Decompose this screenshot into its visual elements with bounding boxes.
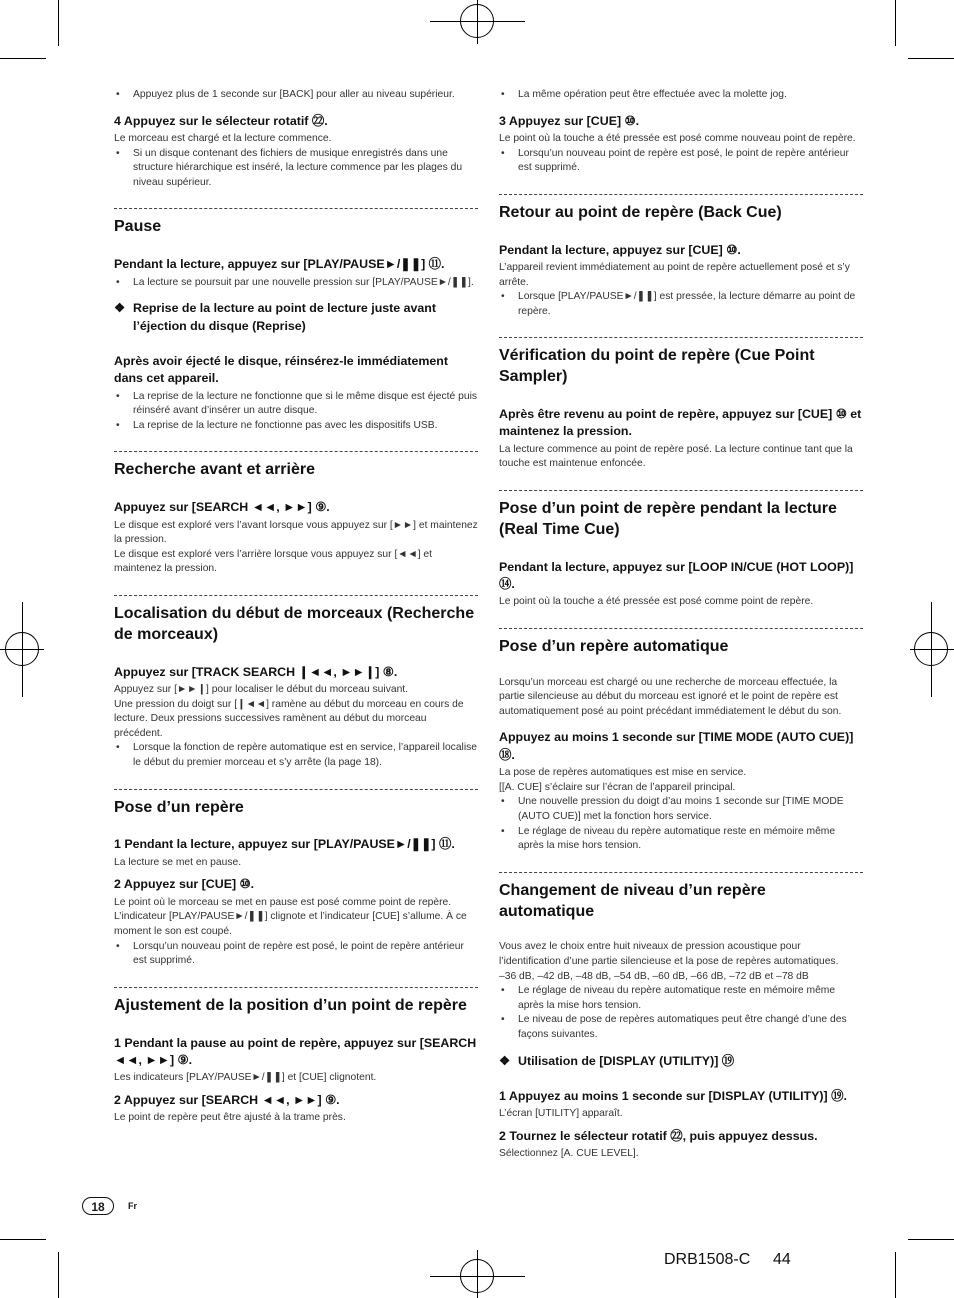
body-text: Le point où la touche a été pressée est posé comme nouveau point de repère. [499,132,856,144]
section-auto-cue-level [499,872,863,1162]
section-pause [114,208,478,433]
list-item: • Le niveau de pose de repères automatiques peut être changé d’une des façons suivantes. [499,1013,863,1042]
bullet-list [499,795,863,853]
body-text: Vous avez le choix entre huit niveaux de pression acoustique pour l’identification d’une partie silencieuse et la pose de repères automatiques. [499,941,839,968]
body-text: L’indicateur [PLAY/PAUSE►/❚❚] clignote et l’indicateur [CUE] s’allume. À ce moment le son est coupé. [114,911,467,937]
diamond-icon: ❖ [114,301,126,316]
diamond-icon: ❖ [499,1053,511,1068]
section-adjust [114,987,478,1126]
section-track-search [114,595,478,771]
back-bullet-list [114,88,478,103]
level-values: –36 dB, –42 dB, –48 dB, –54 dB, –60 dB, –66 dB, –72 dB et –78 dB [499,970,809,982]
crop-mark-tr-v [895,0,896,46]
step-heading: Pendant la lecture, appuyez sur [PLAY/PAUSE►/❚❚] ⑪. [114,257,445,272]
body-text: Le point où le morceau se met en pause est posé comme point de repère. [114,896,452,908]
bullet-list [114,390,478,434]
bullet-list [499,984,863,1042]
section-title: Vérification du point de repère (Cue Point Sampler) [499,347,815,386]
section-title: Ajustement de la position d’un point de repère [114,996,467,1014]
crop-mark-tr-h [908,58,954,59]
section-back-cue [499,194,863,320]
step-heading: Après avoir éjecté le disque, réinsérez-le immédiatement dans cet appareil. [114,353,448,386]
section-title: Pose d’un point de repère pendant la lecture (Real Time Cue) [499,499,837,538]
step-heading: 2 Appuyez sur [CUE] ⑩. [114,877,255,892]
subsection-heading-text: Reprise de la lecture au point de lecture juste avant l’éjection du disque (Reprise) [133,301,436,333]
step-heading: Appuyez au moins 1 seconde sur [TIME MODE (AUTO CUE)] ⑱. [499,730,854,762]
body-text: La lecture commence au point de repère posé. La lecture continue tant que la touche est maintenue enfoncée. [499,443,853,470]
list-item: • Le réglage de niveau du repère automatique reste en mémoire même après la mise hors tension. [499,825,863,854]
subsection-heading-text: Utilisation de [DISPLAY (UTILITY)] ⑲ [518,1053,735,1068]
section-cue-point-sampler [499,337,863,472]
jog-bullet-list [499,88,863,103]
bullet-list [114,940,478,969]
section-real-time-cue [499,490,863,610]
list-item: • Lorsque [PLAY/PAUSE►/❚❚] est pressée, la lecture démarre au point de repère. [499,290,863,319]
list-item: • Appuyez plus de 1 seconde sur [BACK] pour aller au niveau supérieur. [114,88,478,103]
step-heading: 1 Appuyez au moins 1 seconde sur [DISPLAY (UTILITY)] ⑲. [499,1089,847,1104]
body-text: Le disque est exploré vers l’arrière lorsque vous appuyez sur [◄◄] et maintenez la pression. [114,548,433,575]
document-code: DRB1508-C [664,1251,751,1268]
body-text: Appuyez sur [►►❙] pour localiser le début du morceau suivant. [114,683,409,695]
section-title: Localisation du début de morceaux (Recherche de morceaux) [114,605,475,643]
body-text: La lecture se met en pause. [114,856,242,868]
step-body: Le morceau est chargé et la lecture commence. [114,132,332,144]
body-text: Le point où la touche a été pressée est posé comme point de repère. [499,596,814,608]
step-heading: Pendant la lecture, appuyez sur [CUE] ⑩. [499,242,741,257]
list-item: • La reprise de la lecture ne fonctionne pas avec les dispositifs USB. [114,419,478,434]
crop-mark-bl-v [58,1252,59,1298]
step-heading: Après être revenu au point de repère, appuyez sur [CUE] ⑩ et maintenez la pression. [499,406,862,439]
bullet-list [499,290,863,319]
section-title: Changement de niveau d’un repère automatique [499,881,766,920]
step-heading: Appuyez sur [SEARCH ◄◄, ►►] ⑨. [114,500,330,515]
bullet-list [114,276,478,291]
body-text: Sélectionnez [A. CUE LEVEL]. [499,1148,639,1160]
list-item: • La lecture se poursuit par une nouvelle pression sur [PLAY/PAUSE►/❚❚]. [114,276,478,291]
body-text: L’écran [UTILITY] apparaît. [499,1108,623,1120]
bullet-list [499,147,863,176]
body-text: Le disque est exploré vers l’avant lorsque vous appuyez sur [►►] et maintenez la pression. [114,519,478,546]
step-heading: 2 Appuyez sur [SEARCH ◄◄, ►►] ⑨. [114,1092,340,1107]
step-heading: 2 Tournez le sélecteur rotatif ㉒, puis appuyez dessus. [499,1129,818,1144]
body-text: Lorsqu’un morceau est chargé ou une recherche de morceau effectuée, la partie silencieuse au début du morceau est ignoré et le point de repère est automatiquement posé au point précédant immédiatement le début du son. [499,676,842,717]
section-auto-cue [499,628,863,854]
body-text: Le point de repère peut être ajusté à la trame près. [114,1112,346,1124]
step-heading: 1 Pendant la pause au point de repère, appuyez sur [SEARCH ◄◄, ►►] ⑨. [114,1035,477,1067]
body-text: L’appareil revient immédiatement au point de repère actuellement posé et s’y arrête. [499,261,850,288]
section-title: Pose d’un repère [114,798,244,816]
section-search [114,451,478,577]
page-number: 18 [82,1197,114,1215]
list-item: • Si un disque contenant des fichiers de musique enregistrés dans une structure hiérarchique est inséré, la lecture commence par les plages du niveau supérieur. [114,147,478,191]
step-heading: 3 Appuyez sur [CUE] ⑩. [499,113,640,128]
list-item: • Lorsqu’un nouveau point de repère est posé, le point de repère antérieur est supprimé. [114,940,478,969]
section-cue [114,789,478,969]
list-item: • Le réglage de niveau du repère automatique reste en mémoire même après la mise hors tension. [499,984,863,1013]
subsection-heading [499,1053,863,1070]
bullet-list [114,741,478,770]
crop-mark-tl-h [0,58,46,59]
subsection-heading [114,300,478,335]
list-item: • Lorsqu’un nouveau point de repère est posé, le point de repère antérieur est supprimé. [499,147,863,176]
list-item: • Une nouvelle pression du doigt d’au moins 1 seconde sur [TIME MODE (AUTO CUE)] met la fonction hors service. [499,795,863,824]
step-heading: Appuyez sur [TRACK SEARCH ❙◄◄, ►►❙] ⑧. [114,664,398,679]
section-title: Pose d’un repère automatique [499,637,729,655]
language-code: Fr [128,1201,137,1211]
crop-mark-br-v [895,1252,896,1298]
step-heading: 4 Appuyez sur le sélecteur rotatif ㉒. [114,113,328,128]
left-column [114,88,478,1126]
section-title: Pause [114,218,162,236]
crop-mark-tl-v [58,0,59,46]
section-title: Recherche avant et arrière [114,461,315,479]
list-item: • Lorsque la fonction de repère automatique est en service, l’appareil localise le début du premier morceau et s’y arrête (la page 18). [114,741,478,770]
step-heading: 1 Pendant la lecture, appuyez sur [PLAY/PAUSE►/❚❚] ⑪. [114,837,455,852]
crop-mark-bl-h [0,1239,46,1240]
body-text: Les indicateurs [PLAY/PAUSE►/❚❚] et [CUE] clignotent. [114,1072,377,1084]
list-item: • La même opération peut être effectuée avec la molette jog. [499,88,863,103]
step4-bullets [114,147,478,191]
body-text: Une pression du doigt sur [❙◄◄] ramène au début du morceau en cours de lecture. Deux pressions successives ramènent au début du morceau précédent. [114,698,464,739]
body-text: [[A. CUE] s’éclaire sur l’écran de l’appareil principal. [499,781,736,793]
document-number: 44 [773,1251,791,1268]
list-item: • La reprise de la lecture ne fonctionne que si le même disque est éjecté puis réinséré avant d’insérer un autre disque. [114,390,478,419]
right-column [499,88,863,1162]
body-text: La pose de repères automatiques est mise en service. [499,767,747,779]
section-title: Retour au point de repère (Back Cue) [499,203,782,221]
crop-mark-br-h [908,1239,954,1240]
step-heading: Pendant la lecture, appuyez sur [LOOP IN/CUE (HOT LOOP)] ⑭. [499,559,854,591]
